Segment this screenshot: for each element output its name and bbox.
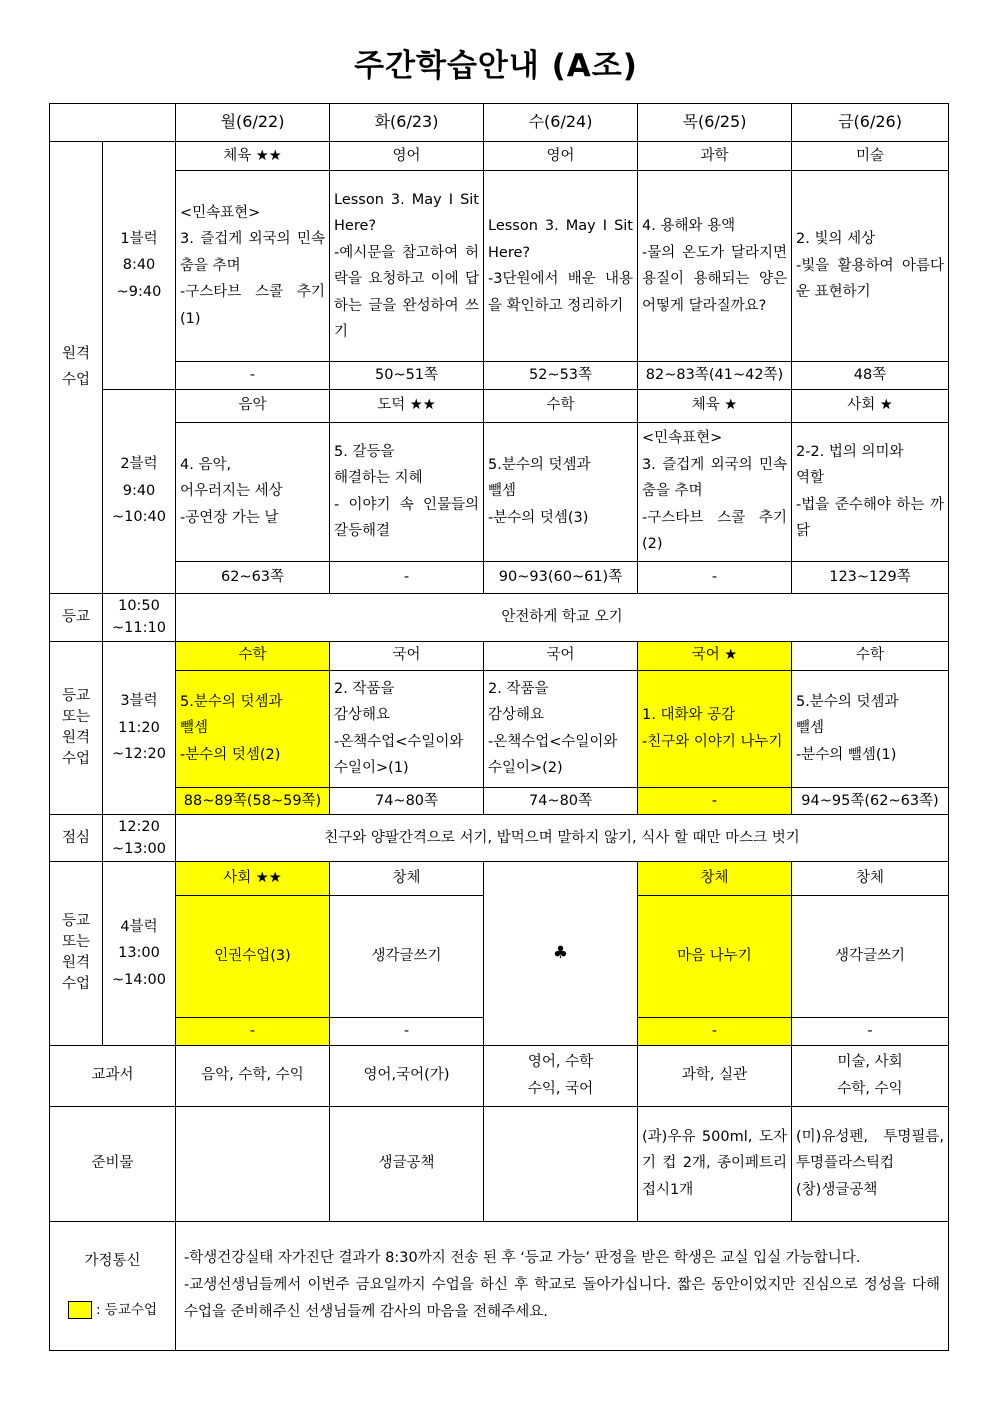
block1-content-wed: Lesson 3. May I Sit Here? -3단원에서 배운 내용을 확인하고 정리하기 bbox=[484, 171, 638, 362]
block1-content-thu: 4. 용해와 용액 -물의 온도가 달라지면 용질이 용해되는 양은 어떻게 달라질까요? bbox=[638, 171, 792, 362]
block1-pages-fri: 48쪽 bbox=[792, 362, 949, 390]
legend-text: : 등교수업 bbox=[95, 1301, 157, 1318]
block2-subject-tue: 도덕 ★★ bbox=[330, 389, 484, 422]
day-header-mon: 월(6/22) bbox=[176, 104, 330, 142]
block2-pages-mon: 62~63쪽 bbox=[176, 561, 330, 593]
block4-subject-mon: 사회 ★★ bbox=[176, 862, 330, 896]
lunch-label: 점심 bbox=[50, 815, 103, 862]
materials-mon bbox=[176, 1106, 330, 1221]
block3-subject-thu: 국어 ★ bbox=[638, 641, 792, 670]
block2-subject-mon: 음악 bbox=[176, 389, 330, 422]
block3-content-wed: 2. 작품을 감상해요 -온책수업<수일이와 수일이>(2) bbox=[484, 670, 638, 787]
block1-subject-fri: 미술 bbox=[792, 142, 949, 171]
block3-subject-tue: 국어 bbox=[330, 641, 484, 670]
lunch-time: 12:20 ~13:00 bbox=[103, 815, 176, 862]
block3-pages-mon: 88~89쪽(58~59쪽) bbox=[176, 787, 330, 815]
block4-content-thu: 마음 나누기 bbox=[638, 896, 792, 1018]
block2-content-thu: <민속표현> 3. 즐겁게 외국의 민속춤을 추며 -구스타브 스콜 추기(2) bbox=[638, 422, 792, 561]
block4-subject-thu: 창체 bbox=[638, 862, 792, 896]
day-header-fri: 금(6/26) bbox=[792, 104, 949, 142]
block2-pages-wed: 90~93(60~61)쪽 bbox=[484, 561, 638, 593]
materials-thu: (과)우유 500ml, 도자기 컵 2개, 종이페트리접시1개 bbox=[638, 1106, 792, 1221]
block3-pages-thu: - bbox=[638, 787, 792, 815]
materials-wed bbox=[484, 1106, 638, 1221]
day-header-tue: 화(6/23) bbox=[330, 104, 484, 142]
weekly-schedule-table bbox=[49, 103, 949, 1351]
block2-subject-thu: 체육 ★ bbox=[638, 389, 792, 422]
materials-fri: (미)유성펜, 투명필름, 투명플라스틱컵 (창)생글공책 bbox=[792, 1106, 949, 1221]
block3-time: 3블럭 11:20 ~12:20 bbox=[103, 641, 176, 815]
notice-label: 가정통신 bbox=[84, 1253, 141, 1269]
block4-subject-fri: 창체 bbox=[792, 862, 949, 896]
block1-subject-tue: 영어 bbox=[330, 142, 484, 171]
block3-subject-fri: 수학 bbox=[792, 641, 949, 670]
materials-tue: 생글공책 bbox=[330, 1106, 484, 1221]
block4-pages-mon: - bbox=[176, 1018, 330, 1046]
corner-cell bbox=[50, 104, 176, 142]
block1-subject-mon: 체육 ★★ bbox=[176, 142, 330, 171]
textbooks-mon: 음악, 수학, 수익 bbox=[176, 1045, 330, 1106]
block4-subject-tue: 창체 bbox=[330, 862, 484, 896]
block2-pages-thu: - bbox=[638, 561, 792, 593]
block4-pages-tue: - bbox=[330, 1018, 484, 1046]
materials-label: 준비물 bbox=[50, 1106, 176, 1221]
textbooks-wed: 영어, 수학 수익, 국어 bbox=[484, 1045, 638, 1106]
day-header-wed: 수(6/24) bbox=[484, 104, 638, 142]
legend-swatch bbox=[68, 1301, 92, 1319]
textbooks-thu: 과학, 실관 bbox=[638, 1045, 792, 1106]
mixed-class-label-4: 등교 또는 원격 수업 bbox=[50, 862, 103, 1046]
textbooks-tue: 영어,국어(가) bbox=[330, 1045, 484, 1106]
block2-pages-tue: - bbox=[330, 561, 484, 593]
block2-pages-fri: 123~129쪽 bbox=[792, 561, 949, 593]
block4-content-tue: 생각글쓰기 bbox=[330, 896, 484, 1018]
notice-label-cell bbox=[50, 1221, 176, 1350]
page-title: 주간학습안내 (A조) bbox=[354, 48, 638, 84]
block1-subject-wed: 영어 bbox=[484, 142, 638, 171]
block4-content-fri: 생각글쓰기 bbox=[792, 896, 949, 1018]
block3-subject-wed: 국어 bbox=[484, 641, 638, 670]
block1-content-tue: Lesson 3. May I Sit Here? -예시문을 참고하여 허락을 요청하고 이에 답하는 글을 완성하여 쓰기 bbox=[330, 171, 484, 362]
textbooks-label: 교과서 bbox=[50, 1045, 176, 1106]
block3-content-tue: 2. 작품을 감상해요 -온책수업<수일이와 수일이>(1) bbox=[330, 670, 484, 787]
club-symbol-icon: ♣ bbox=[484, 862, 638, 1046]
block3-content-mon: 5.분수의 덧셈과 뺄셈 -분수의 덧셈(2) bbox=[176, 670, 330, 787]
block3-pages-fri: 94~95쪽(62~63쪽) bbox=[792, 787, 949, 815]
block4-content-mon: 인권수업(3) bbox=[176, 896, 330, 1018]
block3-content-fri: 5.분수의 덧셈과 뺄셈 -분수의 뺄셈(1) bbox=[792, 670, 949, 787]
notice-text: -학생건강실태 자가진단 결과가 8:30까지 전송 된 후 ‘등교 가능’ 판정을 받은 학생은 교실 입실 가능합니다. -교생선생님들께서 이번주 금요일까지 수업을 하신 후 학교로 돌아가십니다. 짧은 동안이었지만 진심으로 정성을 다해 수업을 준비해주신 선생님들께 감사의 마음을 전해주세요. bbox=[176, 1221, 949, 1350]
block4-pages-thu: - bbox=[638, 1018, 792, 1046]
block2-content-tue: 5. 갈등을 해결하는 지혜 - 이야기 속 인물들의 갈등해결 bbox=[330, 422, 484, 561]
block3-pages-wed: 74~80쪽 bbox=[484, 787, 638, 815]
block3-subject-mon: 수학 bbox=[176, 641, 330, 670]
legend bbox=[54, 1297, 171, 1324]
block2-content-wed: 5.분수의 덧셈과 뺄셈 -분수의 덧셈(3) bbox=[484, 422, 638, 561]
block2-subject-wed: 수학 bbox=[484, 389, 638, 422]
block1-time: 1블럭 8:40 ~9:40 bbox=[103, 142, 176, 390]
lunch-note: 친구와 양팔간격으로 서기, 밥먹으며 말하지 않기, 식사 할 때만 마스크 벗기 bbox=[176, 815, 949, 862]
block4-pages-fri: - bbox=[792, 1018, 949, 1046]
block2-time: 2블럭 9:40 ~10:40 bbox=[103, 389, 176, 593]
block1-pages-tue: 50~51쪽 bbox=[330, 362, 484, 390]
block1-pages-thu: 82~83쪽(41~42쪽) bbox=[638, 362, 792, 390]
block1-pages-wed: 52~53쪽 bbox=[484, 362, 638, 390]
textbooks-fri: 미술, 사회 수학, 수익 bbox=[792, 1045, 949, 1106]
block4-time: 4블럭 13:00 ~14:00 bbox=[103, 862, 176, 1046]
arrival-time: 10:50 ~11:10 bbox=[103, 593, 176, 641]
block1-subject-thu: 과학 bbox=[638, 142, 792, 171]
remote-class-label: 원격 수업 bbox=[50, 142, 103, 594]
block2-content-fri: 2-2. 법의 의미와 역할 -법을 준수해야 하는 까닭 bbox=[792, 422, 949, 561]
mixed-class-label-3: 등교 또는 원격 수업 bbox=[50, 641, 103, 815]
block2-subject-fri: 사회 ★ bbox=[792, 389, 949, 422]
block1-content-mon: <민속표현> 3. 즐겁게 외국의 민속춤을 추며 -구스타브 스콜 추기(1) bbox=[176, 171, 330, 362]
block1-content-fri: 2. 빛의 세상 -빛을 활용하여 아름다운 표현하기 bbox=[792, 171, 949, 362]
arrival-note: 안전하게 학교 오기 bbox=[176, 593, 949, 641]
arrival-label: 등교 bbox=[50, 593, 103, 641]
block3-pages-tue: 74~80쪽 bbox=[330, 787, 484, 815]
block3-content-thu: 1. 대화와 공감 -친구와 이야기 나누기 bbox=[638, 670, 792, 787]
day-header-thu: 목(6/25) bbox=[638, 104, 792, 142]
block1-pages-mon: - bbox=[176, 362, 330, 390]
block2-content-mon: 4. 음악, 어우러지는 세상 -공연장 가는 날 bbox=[176, 422, 330, 561]
